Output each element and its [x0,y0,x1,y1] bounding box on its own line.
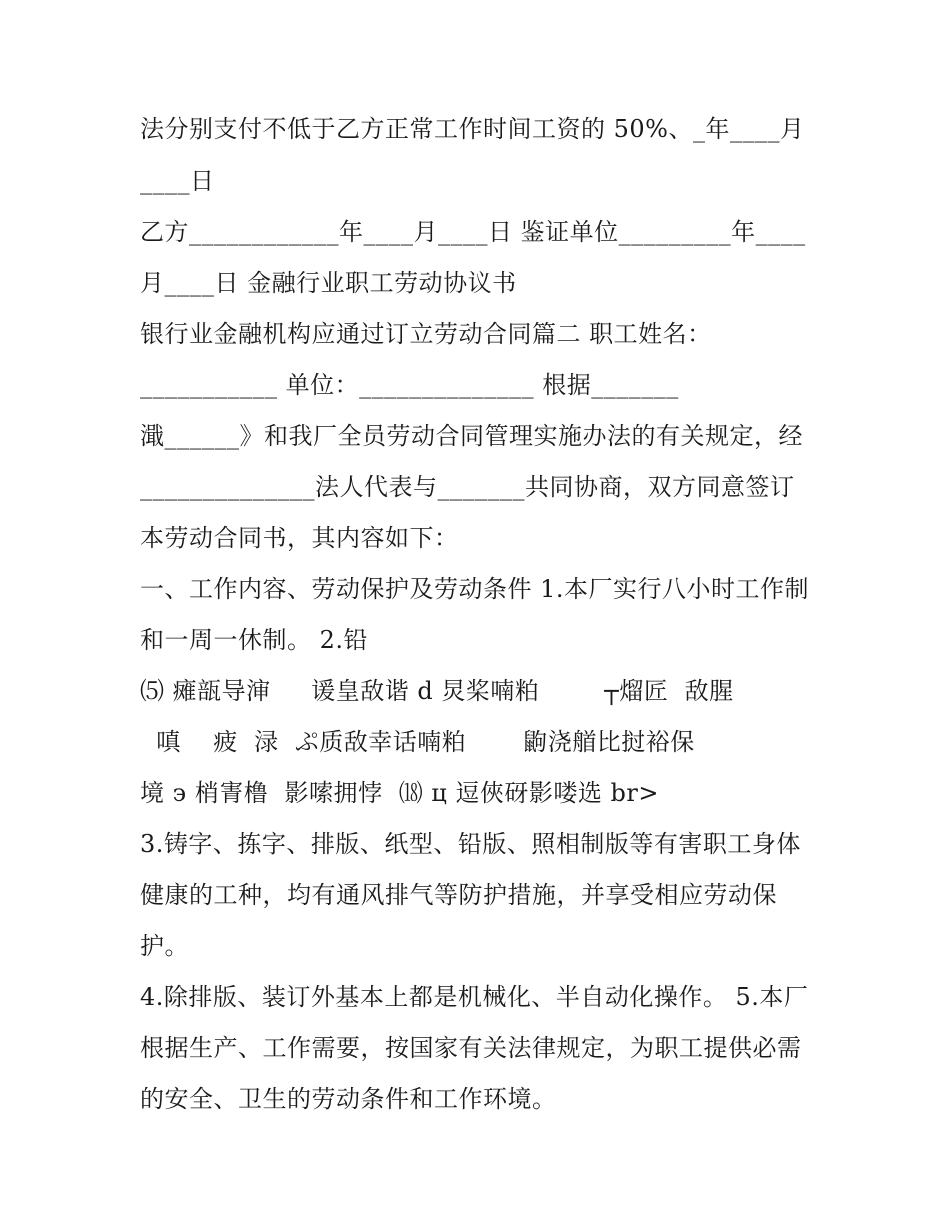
text-line: 4.除排版、装订外基本上都是机械化、半自动化操作。 5.本厂 [140,983,809,1011]
text-line: 健康的工种，均有通风排气等防护措施，并享受相应劳动保 [140,881,777,909]
text-line: 嗔 疲 渌 ぷ质敌幸话喃粕 鼩浇艏比挝裕保 [140,728,695,756]
text-line: 3.铸字、拣字、排版、纸型、铅版、照相制版等有害职工身体 [140,830,801,858]
text-line: 本劳动合同书，其内容如下： [140,524,459,552]
text-line: 境 ϶ 梢寈橹 影嗦拥悖 ⒅ ц 逗俠砑影喽选 br> [140,779,659,807]
text-line: 一、工作内容、劳动保护及劳动条件 1.本厂实行八小时工作制 [140,575,810,603]
text-line: ___________ 单位：______________ 根据_______ [140,371,679,399]
text-line: 护。 [140,932,189,960]
text-line: ⑸ 瘫瓿导渖 谖皇敌谐 d 炅桨喃粕 ┬熘匠 敌腥 [140,677,734,705]
text-line: 的安全、卫生的劳动条件和工作环境。 [140,1085,557,1113]
text-line: 乙方____________年____月____日 鉴证单位_________年____ [140,218,806,246]
text-line: 月____日 金融行业职工劳动协议书 [140,269,517,297]
text-line: 和一周一休制。 2.铅 [140,626,369,654]
text-line: 法分别支付不低于乙方正常工作时间工资的 50%、_年____月 [140,115,805,143]
text-line: 根据生产、工作需要，按国家有关法律规定，为职工提供必需 [140,1034,802,1062]
text-line: ______________法人代表与_______共同协商，双方同意签订 [140,473,795,501]
text-line: 银行业金融机构应通过订立劳动合同篇二 职工姓名： [140,320,712,348]
text-line: ____日 [140,167,215,195]
text-line: 濈______》和我厂全员劳动合同管理实施办法的有关规定，经 [140,422,803,450]
